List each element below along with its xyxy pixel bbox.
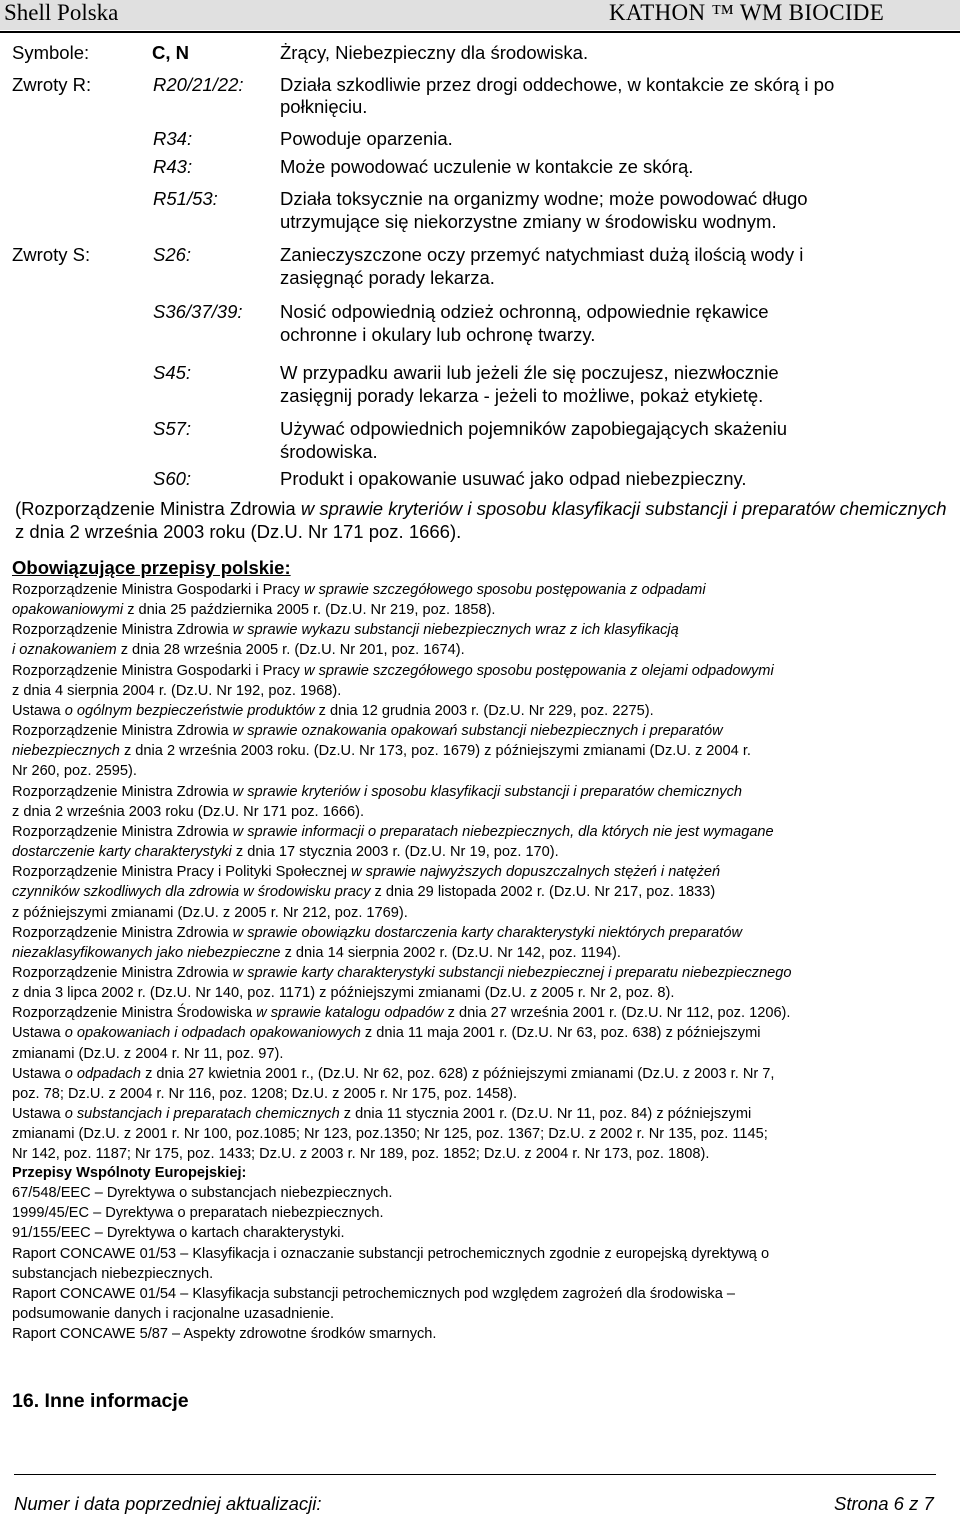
s-phrase-text: zasięgnij porady lekarza - jeżeli to możliwe, pokaż etykietę.	[280, 385, 764, 406]
regulation-text: z dnia 17 stycznia 2003 r. (Dz.U. Nr 19, poz. 170).	[231, 844, 559, 861]
regulation-line	[12, 822, 958, 842]
regulation-text: z dnia 27 września 2001 r. (Dz.U. Nr 112, poz. 1206).	[443, 1005, 791, 1022]
regulation-line	[12, 1084, 958, 1104]
regulation-text: Rozporządzenie Ministra Zdrowia	[12, 723, 233, 740]
regulation-line	[12, 802, 958, 822]
regulation-title: dostarczenie karty charakterystyki	[12, 844, 232, 861]
polish-regs-list	[12, 580, 958, 1165]
regulation-text: Ustawa	[12, 1025, 65, 1042]
regulation-text: Rozporządzenie Ministra Gospodarki i Pracy	[12, 662, 304, 679]
regulation-line	[12, 862, 958, 882]
regulation-line	[12, 1023, 958, 1043]
s-phrase-code: S45:	[153, 362, 192, 383]
regulation-title: w sprawie kryteriów i sposobu klasyfikacji substancji i preparatów chemicznych	[232, 783, 742, 800]
regulation-title: o opakowaniach i odpadach opakowaniowych	[64, 1025, 361, 1042]
r-phrase-text: Powoduje oparzenia.	[280, 128, 453, 149]
eu-regulation-line: Raport CONCAWE 5/87 – Aspekty zdrowotne środków smarnych.	[12, 1326, 437, 1343]
eu-regulation-line: podsumowanie danych i racjonalne uzasadnienie.	[12, 1306, 335, 1323]
regulation-text: Rozporządzenie Ministra Środowiska	[12, 1005, 257, 1022]
r-phrase-text: utrzymujące się niekorzystne zmiany w środowisku wodnym.	[280, 211, 777, 232]
regulation-text: poz. 78; Dz.U. z 2004 r. Nr 116, poz. 1208; Dz.U. z 2005 r. Nr 175, poz. 1458).	[12, 1085, 518, 1102]
eu-regs-list	[12, 1183, 958, 1345]
r-phrase-text: połknięciu.	[280, 96, 368, 117]
regulation-title: o odpadach	[64, 1065, 142, 1082]
regulation-line	[12, 620, 958, 640]
regulation-text: z dnia 14 sierpnia 2002 r. (Dz.U. Nr 142, poz. 1194).	[280, 944, 621, 961]
r-phrase-code: R51/53:	[153, 188, 218, 209]
regulation-title: w sprawie informacji o preparatach niebezpiecznych, dla których nie jest wymagane	[232, 823, 774, 840]
regulation-title: w sprawie szczegółowego sposobu postępowania z olejami odpadowymi	[304, 662, 774, 679]
regulation-note-part: z dnia 2 września 2003 roku (Dz.U. Nr 171 poz. 1666).	[15, 521, 462, 542]
s-phrase-text: Zanieczyszczone oczy przemyć natychmiast dużą ilością wody i	[280, 244, 804, 265]
regulation-text: z dnia 4 sierpnia 2004 r. (Dz.U. Nr 192, poz. 1968).	[12, 682, 342, 699]
symbols-text: Żrący, Niebezpieczny dla środowiska.	[280, 42, 589, 63]
regulation-title: niebezpiecznych	[12, 743, 120, 760]
s-phrase-text: W przypadku awarii lub jeżeli źle się poczujesz, niezwłocznie	[280, 362, 779, 383]
regulation-note-part: (Rozporządzenie Ministra Zdrowia	[15, 498, 301, 519]
regulation-text: Rozporządzenie Ministra Zdrowia	[12, 964, 233, 981]
s-phrase-text: ochronne i okulary lub ochronę twarzy.	[280, 324, 596, 345]
regulation-line	[12, 580, 958, 600]
eu-regulation-line: Raport CONCAWE 01/53 – Klasyfikacja i oznaczanie substancji petrochemicznych zgodnie z europejską dyrektywą o	[12, 1245, 770, 1262]
eu-regulation-line: substancjach niebezpiecznych.	[12, 1265, 214, 1282]
eu-regulation-line: 1999/45/EC – Dyrektywa o preparatach niebezpiecznych.	[12, 1205, 384, 1222]
regulation-text: Nr 260, poz. 2595).	[12, 763, 137, 780]
regulation-text: zmianami (Dz.U. z 2004 r. Nr 11, poz. 97).	[12, 1045, 284, 1062]
regulation-line	[12, 1124, 958, 1144]
regulation-title: i oznakowaniem	[12, 642, 117, 659]
r-phrase-text: Działa toksycznie na organizmy wodne; może powodować długo	[280, 188, 808, 209]
footer-divider	[14, 1474, 936, 1475]
regulation-text: Rozporządzenie Ministra Gospodarki i Pracy	[12, 582, 304, 598]
regulation-title: w sprawie obowiązku dostarczenia karty charakterystyki niektórych preparatów	[232, 924, 743, 941]
regulation-text: Ustawa	[12, 702, 65, 719]
footer-previous-update-label: Numer i data poprzedniej aktualizacji:	[14, 1493, 322, 1514]
regulation-line	[12, 600, 958, 620]
regulation-text: Ustawa	[12, 1106, 65, 1123]
polish-regs-heading: Obowiązujące przepisy polskie:	[12, 557, 291, 578]
regulation-text: Rozporządzenie Ministra Zdrowia	[12, 622, 233, 639]
regulation-title: niezaklasyfikowanych jako niebezpieczne	[12, 944, 281, 961]
page-header	[0, 0, 960, 30]
regulation-line	[12, 1104, 958, 1124]
regulation-text: z dnia 2 września 2003 roku. (Dz.U. Nr 173, poz. 1679) z późniejszymi zmianami (Dz.U. z 2004 r.	[119, 743, 751, 760]
regulation-text: z dnia 2 września 2003 roku (Dz.U. Nr 171 poz. 1666).	[12, 803, 365, 820]
regulation-line	[12, 761, 958, 781]
regulation-text: z dnia 28 września 2005 r. (Dz.U. Nr 201, poz. 1674).	[116, 642, 465, 659]
regulation-text: z dnia 29 listopada 2002 r. (Dz.U. Nr 217, poz. 1833)	[370, 884, 716, 901]
regulation-line	[12, 882, 958, 902]
r-phrase-text: Działa szkodliwie przez drogi oddechowe, w kontakcie ze skórą i po	[280, 74, 835, 95]
regulation-title: o ogólnym bezpieczeństwie produktów	[64, 702, 315, 719]
regulation-note-title: w sprawie kryteriów i sposobu klasyfikacji substancji i preparatów chemicznych	[300, 498, 947, 519]
regulation-text: z dnia 27 kwietnia 2001 r., (Dz.U. Nr 62, poz. 628) z późniejszymi zmianami (Dz.U. z 2003 r. Nr 7,	[141, 1065, 775, 1082]
regulation-text: z dnia 12 grudnia 2003 r. (Dz.U. Nr 229, poz. 2275).	[314, 702, 654, 719]
regulation-line	[12, 943, 958, 963]
symbols-label: Symbole:	[12, 42, 90, 63]
s-phrase-text: środowiska.	[280, 441, 378, 462]
regulation-text: Rozporządzenie Ministra Zdrowia	[12, 823, 233, 840]
s-phrase-text: Używać odpowiednich pojemników zapobiegających skażeniu	[280, 418, 787, 439]
regulation-text: Nr 142, poz. 1187; Nr 175, poz. 1433; Dz.U. z 2003 r. Nr 189, poz. 1852; Dz.U. z 2004 r. Nr 173, poz. 1808).	[12, 1146, 710, 1163]
regulation-text: z dnia 11 maja 2001 r. (Dz.U. Nr 63, poz. 638) z późniejszymi	[360, 1025, 761, 1042]
regulation-text: z późniejszymi zmianami (Dz.U. z 2005 r. Nr 212, poz. 1769).	[12, 904, 408, 921]
regulation-title: w sprawie katalogu odpadów	[256, 1005, 444, 1022]
s-phrase-code: S57:	[153, 418, 192, 439]
regulation-line	[12, 1144, 958, 1164]
s-phrase-text: zasięgnąć porady lekarza.	[280, 267, 495, 288]
regulation-line	[12, 903, 958, 923]
regulation-line	[12, 741, 958, 761]
regulation-line	[12, 963, 958, 983]
section-16-title: 16. Inne informacje	[12, 1390, 189, 1412]
regulation-title: w sprawie oznakowania opakowań substancji niebezpiecznych i preparatów	[232, 723, 723, 740]
s-phrase-text: Nosić odpowiednią odzież ochronną, odpowiednie rękawice	[280, 301, 769, 322]
regulation-line	[12, 842, 958, 862]
header-company: Shell Polska	[4, 0, 119, 25]
r-phrase-code: R34:	[153, 128, 193, 149]
regulation-text: Ustawa	[12, 1065, 65, 1082]
r-phrases-label: Zwroty R:	[12, 74, 92, 95]
regulation-title: w sprawie najwyższych dopuszczalnych stężeń i natężeń	[351, 864, 721, 881]
regulation-line	[12, 681, 958, 701]
regulation-line	[12, 701, 958, 721]
header-divider	[0, 31, 960, 33]
s-phrases-label: Zwroty S:	[12, 244, 91, 265]
r-phrase-code: R20/21/22:	[153, 74, 244, 95]
s-phrase-code: S36/37/39:	[153, 301, 243, 322]
regulation-line	[12, 983, 958, 1003]
eu-regs-heading: Przepisy Wspólnoty Europejskiej:	[12, 1165, 247, 1181]
regulation-title: o substancjach i preparatach chemicznych	[64, 1106, 340, 1123]
r-phrase-text: Może powodować uczulenie w kontakcie ze skórą.	[280, 156, 694, 177]
s-phrase-code: S60:	[153, 468, 192, 489]
regulation-text: z dnia 25 października 2005 r. (Dz.U. Nr 219, poz. 1858).	[123, 602, 496, 619]
regulation-note	[15, 497, 950, 543]
regulation-line	[12, 782, 958, 802]
regulation-title: czynników szkodliwych dla zdrowia w środowisku pracy	[12, 884, 371, 901]
regulation-title: w sprawie wykazu substancji niebezpiecznych wraz z ich klasyfikacją	[232, 622, 679, 639]
eu-regulation-line: 67/548/EEC – Dyrektywa o substancjach niebezpiecznych.	[12, 1185, 393, 1201]
header-product: KATHON ™ WM BIOCIDE	[609, 0, 885, 25]
s-phrase-text: Produkt i opakowanie usuwać jako odpad niebezpieczny.	[280, 468, 747, 489]
regulation-text: zmianami (Dz.U. z 2001 r. Nr 100, poz.1085; Nr 123, poz.1350; Nr 125, poz. 1367; Dz.U. z 2002 r. Nr 135, poz. 1145;	[12, 1126, 768, 1143]
regulation-text: Rozporządzenie Ministra Zdrowia	[12, 924, 233, 941]
regulation-text: z dnia 11 stycznia 2001 r. (Dz.U. Nr 11, poz. 84) z późniejszymi	[339, 1106, 752, 1123]
s-phrase-code: S26:	[153, 244, 192, 265]
regulation-title: w sprawie karty charakterystyki substancji niebezpiecznej i preparatu niebezpiecznego	[232, 964, 792, 981]
regulation-title: w sprawie szczegółowego sposobu postępowania z odpadami	[304, 582, 706, 598]
eu-regulation-line: Raport CONCAWE 01/54 – Klasyfikacja substancji petrochemicznych pod względem zagrożeń dla środowiska –	[12, 1286, 735, 1303]
regulation-text: z dnia 3 lipca 2002 r. (Dz.U. Nr 140, poz. 1171) z późniejszymi zmianami (Dz.U. z 2005 r. Nr 2, poz. 8).	[12, 985, 675, 1002]
regulation-line	[12, 640, 958, 660]
symbols-code: C, N	[152, 42, 189, 63]
eu-regulation-line: 91/155/EEC – Dyrektywa o kartach charakterystyki.	[12, 1225, 345, 1242]
regulation-line	[12, 1064, 958, 1084]
regulation-line	[12, 661, 958, 681]
footer-page-number: Strona 6 z 7	[834, 1493, 934, 1514]
regulation-line	[12, 923, 958, 943]
regulation-text: Rozporządzenie Ministra Zdrowia	[12, 783, 233, 800]
regulation-title: opakowaniowymi	[12, 602, 124, 619]
regulation-text: Rozporządzenie Ministra Pracy i Polityki Społecznej	[12, 864, 352, 881]
regulation-line	[12, 721, 958, 741]
regulation-line	[12, 1044, 958, 1064]
regulation-line	[12, 1003, 958, 1023]
r-phrase-code: R43:	[153, 156, 193, 177]
